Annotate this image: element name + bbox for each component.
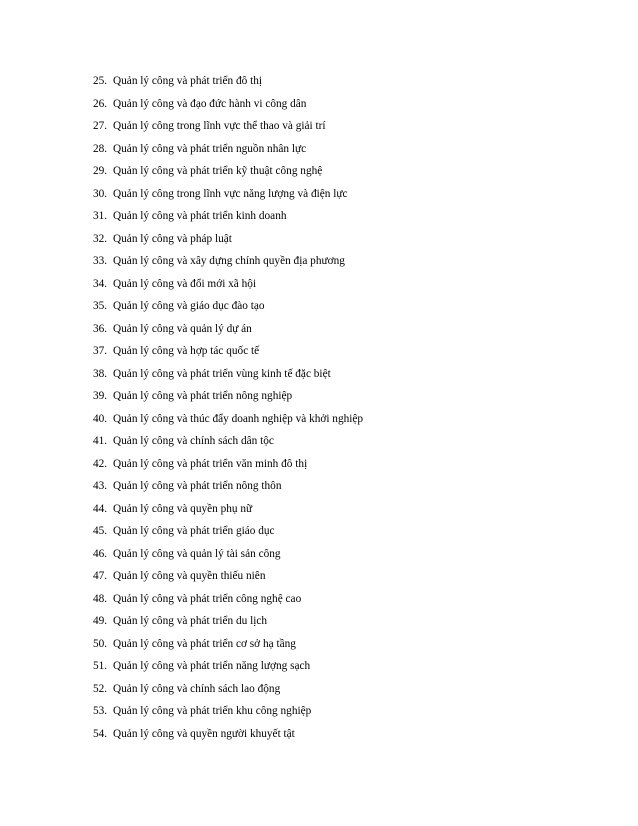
list-item-text: Quản lý công và phát triển đô thị [113, 75, 263, 87]
list-item-text: Quản lý công và phát triển công nghệ cao [113, 592, 302, 605]
list-item [93, 725, 363, 748]
list-item-number: 52. [93, 682, 108, 695]
list-item-number: 41. [93, 435, 108, 448]
list-item-number: 35. [93, 300, 108, 313]
list-item-number: 33. [93, 255, 108, 268]
list-item [93, 590, 363, 613]
list-item-number: 44. [93, 502, 108, 515]
list-item [93, 162, 363, 185]
list-item [93, 207, 363, 230]
list-item-text: Quản lý công và quyền thiếu niên [113, 570, 266, 583]
list-item [93, 72, 363, 95]
list-item-number: 32. [93, 232, 108, 245]
list-item [93, 117, 363, 140]
list-item-number: 34. [93, 277, 108, 290]
list-item-number: 26. [93, 97, 108, 110]
list-item [93, 95, 363, 118]
list-item-text: Quản lý công và phát triển nguồn nhân lực [113, 142, 307, 155]
list-item [93, 455, 363, 478]
list-item [93, 522, 363, 545]
list-item-text: Quản lý công và đổi mới xã hội [113, 277, 257, 290]
list-item [93, 320, 363, 343]
list-item [93, 230, 363, 253]
list-item-number: 54. [93, 727, 108, 740]
list-item-text: Quản lý công và thúc đẩy doanh nghiệp và khởi nghiệp [113, 412, 364, 425]
list-item [93, 185, 363, 208]
list-item-text: Quản lý công và phát triển nông nghiệp [113, 390, 293, 403]
list-item-text: Quản lý công và phát triển kinh doanh [113, 210, 287, 223]
list-item-text: Quản lý công và đạo đức hành vi công dân [113, 97, 307, 110]
list-item [93, 500, 363, 523]
list-item [93, 275, 363, 298]
list-item-text: Quản lý công và phát triển năng lượng sạch [113, 660, 311, 673]
list-item [93, 545, 363, 568]
list-item-text: Quản lý công và phát triển cơ sở hạ tầng [113, 637, 296, 650]
list-item-number: 42. [93, 457, 108, 470]
list-item-number: 29. [93, 165, 108, 178]
list-item-text: Quản lý công và phát triển nông thôn [113, 480, 282, 493]
list-item [93, 365, 363, 388]
list-item-number: 40. [93, 412, 108, 425]
list-item-text: Quản lý công và quyền người khuyết tật [113, 727, 295, 740]
list-item [93, 702, 363, 725]
list-item-number: 49. [93, 615, 108, 628]
list-item [93, 297, 363, 320]
list-item-number: 27. [93, 120, 108, 133]
list-item-number: 45. [93, 525, 108, 538]
list-item-text: Quản lý công trong lĩnh vực năng lượng và điện lực [113, 187, 348, 200]
list-item-text: Quản lý công và hợp tác quốc tế [113, 345, 260, 358]
list-item-number: 25. [93, 75, 108, 87]
list-item-text: Quản lý công và quyền phụ nữ [113, 502, 253, 515]
list-item-number: 37. [93, 345, 108, 358]
list-item [93, 680, 363, 703]
list-item-number: 36. [93, 322, 108, 335]
list-item-text: Quản lý công và xây dựng chính quyền địa phương [113, 255, 345, 268]
list-item-text: Quản lý công và pháp luật [113, 232, 232, 245]
list-item [93, 410, 363, 433]
list-item-text: Quản lý công và phát triển khu công nghiệp [113, 705, 312, 718]
list-item [93, 140, 363, 163]
list-item-text: Quản lý công và quản lý dự án [113, 322, 252, 335]
list-item-text: Quản lý công và phát triển giáo dục [113, 525, 275, 538]
list-item [93, 252, 363, 275]
list-item-text: Quản lý công và phát triển vùng kinh tế đặc biệt [113, 367, 331, 380]
list-item-text: Quản lý công và quản lý tài sản công [113, 547, 281, 560]
list-item [93, 342, 363, 365]
list-item-text: Quản lý công và phát triển văn minh đô thị [113, 457, 308, 470]
list-item-number: 48. [93, 592, 108, 605]
list-item [93, 477, 363, 500]
list-item-number: 50. [93, 637, 108, 650]
list-item-number: 31. [93, 210, 108, 223]
list-item-text: Quản lý công và chính sách lao động [113, 682, 281, 695]
list-item-text: Quản lý công trong lĩnh vực thể thao và giải trí [113, 120, 326, 133]
list-item [93, 612, 363, 635]
list-item-number: 38. [93, 367, 108, 380]
list-item [93, 635, 363, 658]
list-item-text: Quản lý công và chính sách dân tộc [113, 435, 274, 448]
list-item-number: 39. [93, 390, 108, 403]
list-item-number: 30. [93, 187, 108, 200]
list-item [93, 387, 363, 410]
list-item-number: 47. [93, 570, 108, 583]
list-item-number: 43. [93, 480, 108, 493]
list-item-text: Quản lý công và phát triển du lịch [113, 615, 268, 628]
list-item-text: Quản lý công và giáo dục đào tạo [113, 300, 265, 313]
topic-list [93, 72, 363, 747]
list-item-number: 53. [93, 705, 108, 718]
list-item-number: 46. [93, 547, 108, 560]
list-item [93, 567, 363, 590]
list-item-number: 28. [93, 142, 108, 155]
list-item [93, 657, 363, 680]
list-item [93, 432, 363, 455]
list-item-text: Quản lý công và phát triển kỹ thuật công nghệ [113, 165, 323, 178]
list-item-number: 51. [93, 660, 108, 673]
